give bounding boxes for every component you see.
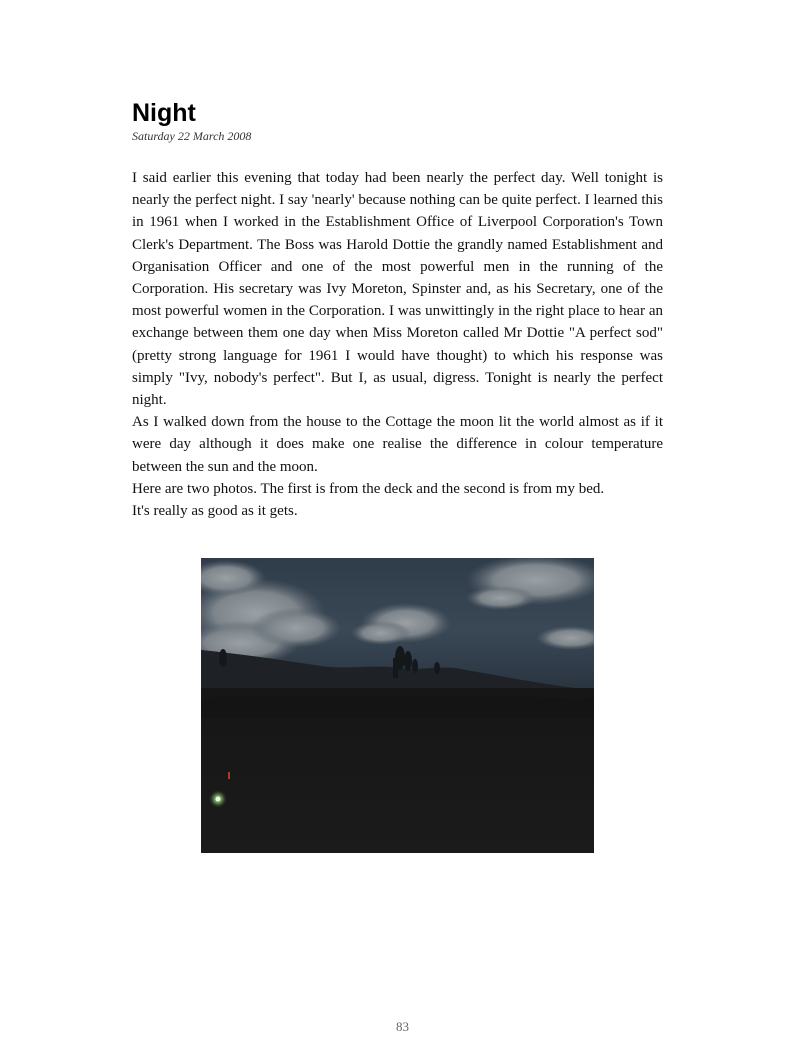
post-date: Saturday 22 March 2008 — [132, 129, 252, 143]
page-number: 83 — [396, 1019, 409, 1034]
page-title: Night — [132, 99, 196, 127]
paragraph: It's really as good as it gets. — [132, 503, 298, 520]
paragraph: Here are two photos. The first is from the deck and the second is from my bed. — [132, 480, 605, 497]
paragraph: I said earlier this evening that today had been nearly the perfect day. Well tonight is nearly the perfect night. I say 'nearly' because nothing can be quite perfect. I learned this in 1961 when I worked in the Establishment Office of Liverpool Corporation's Town Clerk's Department. The Boss was Harold Dottie the grandly named Establishment and Organisation Officer and one of the most powerful men in the running of the Corporation. His secretary was Ivy Moreton, Spinster and, as his Secretary, one of the most powerful women in the Corporation. I was unwittingly in the right place to hear an exchange between them one day when Miss Moreton called Mr Dottie "A perfect sod" (pretty strong language for 1961 I would have thought) to which his response was simply "Ivy, nobody's perfect". But I, as usual, digress. Tonight is nearly the perfect night. — [132, 170, 663, 409]
post-body — [132, 167, 663, 522]
night-photo — [201, 558, 594, 853]
paragraph: As I walked down from the house to the Cottage the moon lit the world almost as if it were day although it does make one realise the difference in colour temperature between the sun and the moon. — [132, 414, 663, 475]
